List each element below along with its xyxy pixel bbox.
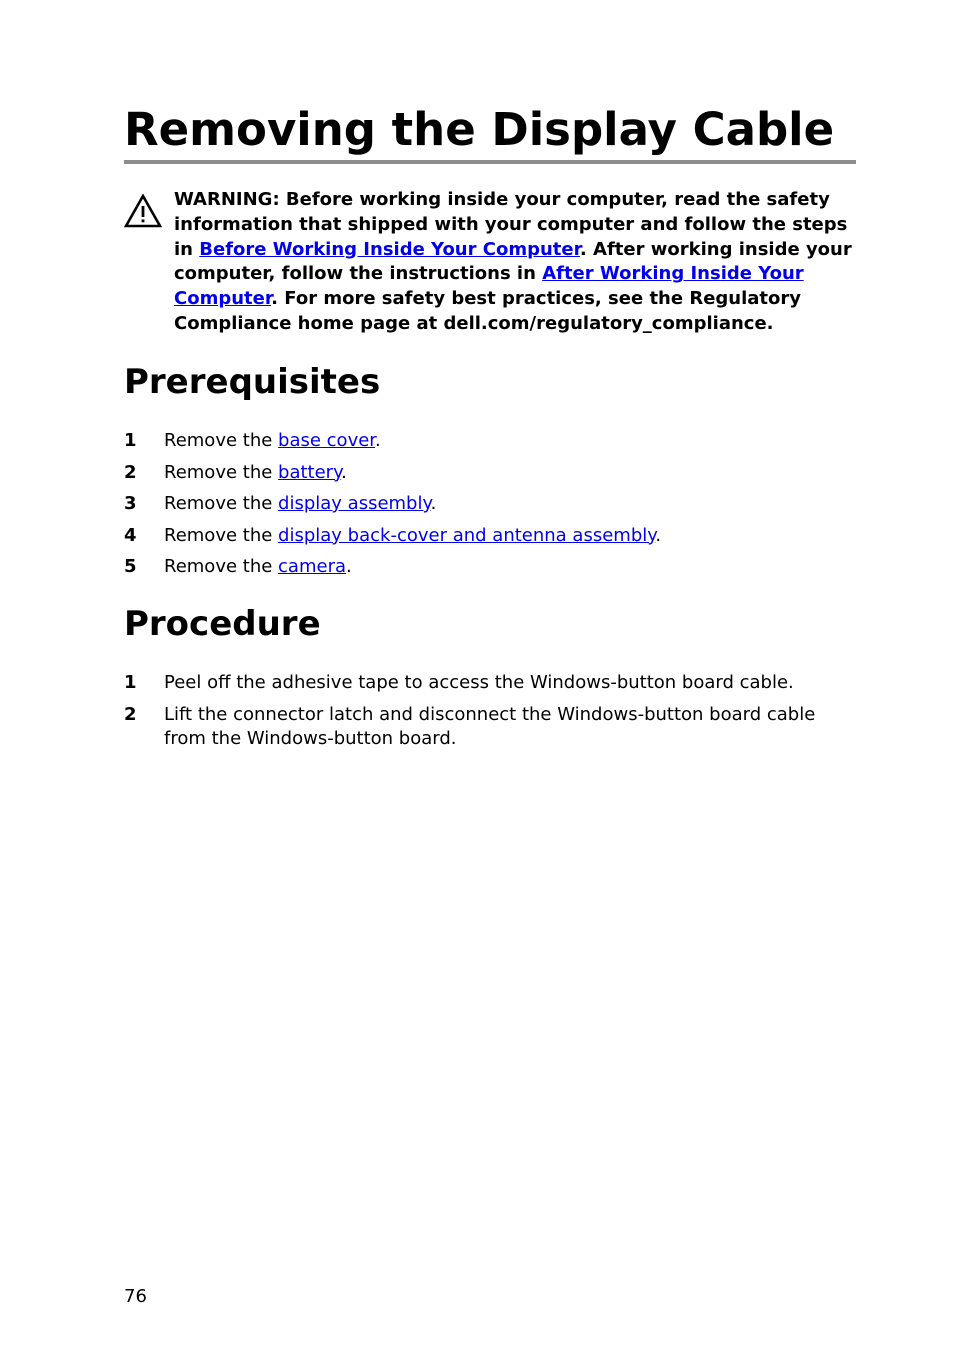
step-text [164,524,856,549]
step-suffix: . [430,493,437,514]
step-prefix: Remove the [164,524,279,546]
procedure-list [124,671,856,752]
before-working-inside-link[interactable]: Before Working Inside Your Computer [199,238,580,260]
list-item [124,492,856,517]
step-number: 4 [124,524,137,546]
procedure-heading: Procedure [124,604,321,644]
step-number: 2 [124,703,137,725]
display-back-cover-link[interactable]: display back-cover and antenna assembly [278,524,656,546]
step-text [164,461,856,486]
step-prefix: Remove the [164,430,279,451]
step-prefix: Remove the [164,556,279,577]
list-item [124,461,856,486]
battery-link[interactable]: battery [278,461,342,483]
step-prefix: Remove the [164,461,279,483]
list-item [124,429,856,454]
step-number: 5 [124,556,137,577]
step-number: 1 [124,672,137,693]
display-assembly-link[interactable]: display assembly [278,493,431,514]
step-suffix: . [655,524,662,546]
prerequisites-heading: Prerequisites [124,362,381,402]
step-number: 2 [124,461,137,483]
page-number: 76 [124,1286,147,1307]
list-item [124,524,856,549]
base-cover-link[interactable]: base cover [278,430,376,451]
step-text: Peel off the adhesive tape to access the Windows-button board cable. [164,672,794,693]
step-text: Lift the connector latch and disconnect the Windows-button board cable from the Windows-button board. [164,703,816,749]
title-underline [124,160,856,164]
step-suffix: . [375,430,381,451]
warning-text-part-3: . For more safety best practices, see the Regulatory Compliance home page at dell.com/regulatory_compliance. [174,288,801,334]
prerequisites-list [124,429,856,580]
step-text [164,555,856,580]
page-title: Removing the Display Cable [124,103,835,156]
step-suffix: . [346,556,352,577]
camera-link[interactable]: camera [278,556,346,577]
list-item [124,671,856,696]
step-suffix: . [341,461,347,483]
step-number: 3 [124,493,137,514]
list-item [124,555,856,580]
step-text [164,492,856,517]
warning-text [174,188,856,337]
warning-text-part-1: WARNING: Before working inside your computer, read the safety information that shipped with your computer and follow the steps in [174,189,848,260]
step-prefix: Remove the [164,493,279,514]
after-working-inside-link[interactable]: After Working Inside Your Computer [174,263,804,310]
step-text [164,429,856,454]
step-number: 1 [124,430,137,451]
warning-triangle-icon [124,194,162,228]
warning-text-part-2: . After working inside your computer, follow the instructions in [174,238,852,285]
list-item [124,703,856,752]
document-page [124,0,856,1366]
